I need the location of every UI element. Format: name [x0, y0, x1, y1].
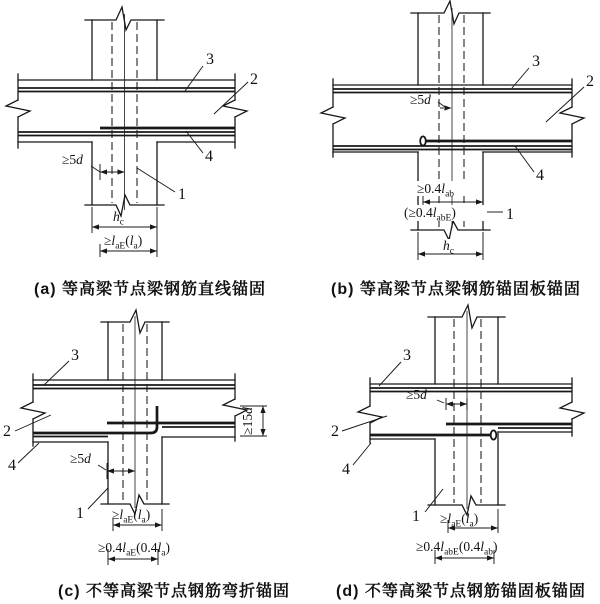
panel-a: [0, 0, 300, 302]
dim-label-04labE: $(\ge 0.4l_{abE})$: [404, 205, 456, 224]
member-outline: [21, 310, 247, 514]
callout-3: 3: [206, 51, 214, 68]
callout-4: 4: [536, 167, 544, 184]
dim-anchorage-2: [416, 539, 497, 564]
callouts: [487, 53, 594, 223]
callout-2: 2: [3, 423, 11, 440]
column-rebar-dashed: [454, 319, 481, 503]
dim-label-laE: $\ge l_{aE}(l_a)$: [112, 507, 151, 526]
panel-d: [300, 302, 600, 604]
panel-b: [300, 0, 600, 302]
member-outline: [358, 305, 584, 515]
panel-c-drawing: [0, 302, 300, 604]
dim-label-5d: ≥5d: [62, 152, 83, 167]
dim-label-15d: ≥15d: [240, 407, 255, 435]
dim-anchorage-2: [98, 540, 170, 565]
caption-b: (b) 等高梁节点梁钢筋锚固板锚固: [331, 281, 581, 298]
callout-2: 2: [586, 73, 594, 90]
dim-5d: [406, 387, 467, 410]
dim-anchorage: [100, 233, 157, 257]
panel-d-drawing: [300, 302, 600, 604]
dim-label-anchorage: $\ge l_{aE}(l_a)$: [104, 233, 143, 252]
callout-2: 2: [331, 423, 339, 440]
anchor-plate: [420, 136, 426, 145]
panel-b-drawing: [300, 0, 600, 302]
bent-anchored-bar: [33, 406, 157, 433]
dim-5d: [410, 92, 452, 111]
dim-label-5d: ≥5d: [70, 451, 91, 466]
callout-1: 1: [412, 508, 420, 525]
caption-d: (d) 不等高梁节点钢筋锚固板锚固: [336, 583, 586, 600]
callout-1: 1: [178, 186, 186, 203]
callout-1: 1: [76, 505, 84, 522]
dim-label-5d: ≥5d: [406, 387, 427, 402]
member-outline: [6, 7, 247, 216]
callout-3: 3: [71, 347, 79, 364]
dim-label-hc: $h_c$: [443, 238, 454, 257]
callout-4: 4: [342, 461, 350, 478]
dim-hc: [418, 232, 483, 260]
dim-label-laE: $\ge l_{aE}(l_a)$: [440, 511, 479, 530]
panel-c: [0, 302, 300, 604]
dim-label-04labE: $\ge 0.4l_{abE}(0.4l_{ab})$: [416, 539, 498, 558]
dim-5d: [70, 451, 135, 479]
caption-a: (a) 等高梁节点梁钢筋直线锚固: [33, 281, 266, 298]
panel-a-drawing: [0, 0, 300, 302]
callout-3: 3: [532, 53, 540, 70]
dim-15d: [240, 406, 267, 436]
dim-label-04laE: $\ge 0.4l_{aE}(0.4l_a)$: [98, 540, 170, 559]
callout-1: 1: [506, 206, 514, 223]
dim-5d: [62, 152, 125, 180]
dim-label-hc: $h_c$: [113, 209, 124, 228]
callouts: [3, 347, 108, 522]
beam-rebar: [33, 385, 235, 437]
callout-4: 4: [205, 148, 213, 165]
callout-4: 4: [8, 457, 16, 474]
caption-c: (c) 不等高梁节点钢筋弯折锚固: [57, 583, 290, 600]
callout-2: 2: [250, 71, 258, 88]
callout-3: 3: [403, 347, 411, 364]
dim-anchorage-1: [440, 509, 498, 533]
anchor-plate: [491, 430, 497, 439]
dim-anchorage: [401, 181, 487, 224]
dim-label-04lab: $\ge 0.4l_{ab}$: [417, 181, 455, 200]
beam-rebar: [18, 88, 235, 136]
beam-rebar: [333, 89, 572, 150]
dim-label-5d: ≥5d: [410, 92, 431, 107]
dim-anchorage-1: [112, 507, 162, 531]
